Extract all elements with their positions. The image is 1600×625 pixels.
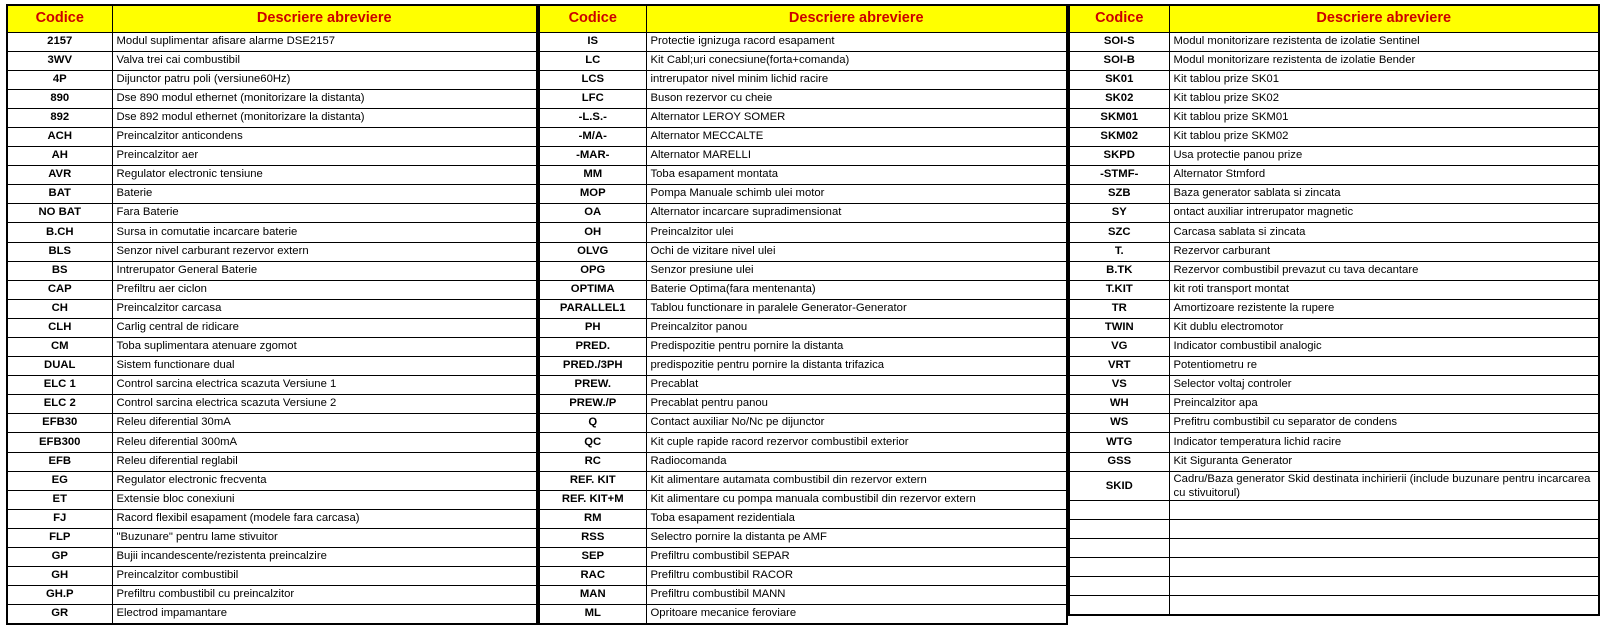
cell-description: Precablat [646, 376, 1067, 395]
cell-description [1169, 596, 1599, 615]
cell-description: Usa protectie panou prize [1169, 147, 1599, 166]
table-row [7, 395, 537, 414]
cell-description: Racord flexibil esapament (modele fara carcasa) [112, 509, 537, 528]
cell-code: OPTIMA [539, 280, 646, 299]
cell-description: Carlig central de ridicare [112, 318, 537, 337]
cell-code: EFB30 [7, 414, 112, 433]
cell-description: Bujii incandescente/rezistenta preincalzire [112, 548, 537, 567]
table-row [539, 261, 1067, 280]
table-row [7, 166, 537, 185]
cell-description: Baterie [112, 185, 537, 204]
table-row [539, 89, 1067, 108]
cell-description: Senzor nivel carburant rezervor extern [112, 242, 537, 261]
cell-code: GH [7, 567, 112, 586]
table-row [7, 452, 537, 471]
table-row [1069, 280, 1599, 299]
cell-code: T.KIT [1069, 280, 1169, 299]
cell-code [1069, 539, 1169, 558]
cell-code: OPG [539, 261, 646, 280]
table-row [539, 509, 1067, 528]
cell-description: Contact auxiliar No/Nc pe dijunctor [646, 414, 1067, 433]
cell-description: Modul suplimentar afisare alarme DSE2157 [112, 32, 537, 51]
table-row [7, 509, 537, 528]
cell-description: Kit cuple rapide racord rezervor combustibil exterior [646, 433, 1067, 452]
table-row [1069, 185, 1599, 204]
cell-code: RSS [539, 528, 646, 547]
cell-code: RC [539, 452, 646, 471]
table-row [7, 223, 537, 242]
table-row [7, 433, 537, 452]
cell-code: VRT [1069, 357, 1169, 376]
table-row [539, 223, 1067, 242]
cell-description: "Buzunare" pentru lame stivuitor [112, 528, 537, 547]
cell-code: NO BAT [7, 204, 112, 223]
cell-description: Modul monitorizare rezistenta de izolatie Sentinel [1169, 32, 1599, 51]
table-row [1069, 147, 1599, 166]
table-row [7, 204, 537, 223]
cell-description [1169, 500, 1599, 519]
cell-description: Releu diferential 300mA [112, 433, 537, 452]
cell-description: Modul monitorizare rezistenta de izolatie Bender [1169, 51, 1599, 70]
table-row [539, 605, 1067, 624]
table-row [1069, 204, 1599, 223]
cell-code: PARALLEL1 [539, 299, 646, 318]
column-header-description: Descriere abreviere [646, 5, 1067, 32]
cell-code: EFB300 [7, 433, 112, 452]
cell-code: 892 [7, 108, 112, 127]
table-row [7, 32, 537, 51]
cell-description: Pompa Manuale schimb ulei motor [646, 185, 1067, 204]
cell-description: Prefiltru aer ciclon [112, 280, 537, 299]
cell-description: Indicator combustibil analogic [1169, 338, 1599, 357]
table-row [539, 395, 1067, 414]
cell-code: BS [7, 261, 112, 280]
cell-code: RAC [539, 567, 646, 586]
cell-description: Alternator Stmford [1169, 166, 1599, 185]
table-row [1069, 357, 1599, 376]
tables-container [6, 4, 1594, 620]
cell-code: Q [539, 414, 646, 433]
cell-description: Preincalzitor combustibil [112, 567, 537, 586]
cell-description: Kit tablou prize SKM02 [1169, 127, 1599, 146]
cell-description: Indicator temperatura lichid racire [1169, 433, 1599, 452]
cell-code: B.TK [1069, 261, 1169, 280]
cell-description: Electrod impamantare [112, 605, 537, 624]
table-row [539, 452, 1067, 471]
table-row [7, 605, 537, 624]
cell-description: Sursa in comutatie incarcare baterie [112, 223, 537, 242]
table-row [539, 433, 1067, 452]
table-row [539, 299, 1067, 318]
cell-code: TWIN [1069, 318, 1169, 337]
cell-code: CLH [7, 318, 112, 337]
cell-code: REF. KIT+M [539, 490, 646, 509]
table-row [539, 185, 1067, 204]
column-header-code: Codice [539, 5, 646, 32]
cell-code: AH [7, 147, 112, 166]
abbreviation-table-2 [538, 4, 1068, 625]
table-row [1069, 318, 1599, 337]
cell-description: Preincalzitor panou [646, 318, 1067, 337]
cell-code: MM [539, 166, 646, 185]
cell-description: Kit tablou prize SKM01 [1169, 108, 1599, 127]
cell-description: Buson rezervor cu cheie [646, 89, 1067, 108]
table-row [539, 147, 1067, 166]
table-row [539, 567, 1067, 586]
cell-code: GSS [1069, 452, 1169, 471]
cell-description [1169, 519, 1599, 538]
cell-code: PREW. [539, 376, 646, 395]
table-row [7, 185, 537, 204]
cell-description: Kit dublu electromotor [1169, 318, 1599, 337]
cell-description: Toba esapament rezidentiala [646, 509, 1067, 528]
table-row [7, 548, 537, 567]
cell-description: Selector voltaj controler [1169, 376, 1599, 395]
cell-code: MOP [539, 185, 646, 204]
table-row [539, 280, 1067, 299]
table-row [1069, 471, 1599, 500]
table-row [7, 528, 537, 547]
table-row [7, 89, 537, 108]
table-row [539, 414, 1067, 433]
table-row [1069, 433, 1599, 452]
cell-code: LFC [539, 89, 646, 108]
cell-code: -MAR- [539, 147, 646, 166]
cell-code: MAN [539, 586, 646, 605]
table-row [1069, 452, 1599, 471]
cell-code: B.CH [7, 223, 112, 242]
table-row [1069, 261, 1599, 280]
cell-description: kit roti transport montat [1169, 280, 1599, 299]
cell-code: LC [539, 51, 646, 70]
table-row [539, 204, 1067, 223]
cell-code: PRED./3PH [539, 357, 646, 376]
cell-description: Opritoare mecanice feroviare [646, 605, 1067, 624]
table-body-1 [7, 32, 537, 624]
table-row [539, 490, 1067, 509]
cell-description: Kit tablou prize SK01 [1169, 70, 1599, 89]
abbreviation-table-3 [1068, 4, 1600, 616]
cell-description [1169, 558, 1599, 577]
cell-code: ML [539, 605, 646, 624]
cell-code: ET [7, 490, 112, 509]
table-row [539, 357, 1067, 376]
cell-code: OA [539, 204, 646, 223]
cell-description: Carcasa sablata si zincata [1169, 223, 1599, 242]
table-row [1069, 577, 1599, 596]
cell-description: Extensie bloc conexiuni [112, 490, 537, 509]
cell-description: Ochi de vizitare nivel ulei [646, 242, 1067, 261]
cell-description: Alternator MECCALTE [646, 127, 1067, 146]
cell-code [1069, 558, 1169, 577]
table-row [7, 490, 537, 509]
table-row [7, 376, 537, 395]
cell-description: Control sarcina electrica scazuta Versiune 1 [112, 376, 537, 395]
cell-description: Rezervor carburant [1169, 242, 1599, 261]
table-row [539, 528, 1067, 547]
cell-code: SK02 [1069, 89, 1169, 108]
table-row [539, 51, 1067, 70]
cell-description: Tablou functionare in paralele Generator-Generator [646, 299, 1067, 318]
table-row [539, 471, 1067, 490]
cell-code: SKM02 [1069, 127, 1169, 146]
cell-code: VG [1069, 338, 1169, 357]
cell-code: 3WV [7, 51, 112, 70]
cell-code: -M/A- [539, 127, 646, 146]
column-header-description: Descriere abreviere [1169, 5, 1599, 32]
cell-code [1069, 500, 1169, 519]
cell-code: 4P [7, 70, 112, 89]
table-row [539, 242, 1067, 261]
cell-code: BAT [7, 185, 112, 204]
cell-description: Prefiltru combustibil MANN [646, 586, 1067, 605]
cell-description: Preincalzitor carcasa [112, 299, 537, 318]
cell-description: Prefiltru combustibil RACOR [646, 567, 1067, 586]
cell-description: Prefiltru combustibil SEPAR [646, 548, 1067, 567]
cell-description: Regulator electronic frecventa [112, 471, 537, 490]
cell-description: Alternator MARELLI [646, 147, 1067, 166]
cell-description: Control sarcina electrica scazuta Versiune 2 [112, 395, 537, 414]
table-row [7, 127, 537, 146]
cell-code: CH [7, 299, 112, 318]
cell-code: 2157 [7, 32, 112, 51]
column-header-code: Codice [7, 5, 112, 32]
cell-code: BLS [7, 242, 112, 261]
cell-code: -STMF- [1069, 166, 1169, 185]
cell-code: QC [539, 433, 646, 452]
cell-code: FJ [7, 509, 112, 528]
cell-code: SOI-S [1069, 32, 1169, 51]
table-body-3 [1069, 32, 1599, 615]
cell-code: RM [539, 509, 646, 528]
abbreviation-table-1 [6, 4, 538, 625]
cell-description: Predispozitie pentru pornire la distanta [646, 338, 1067, 357]
cell-code: CAP [7, 280, 112, 299]
table-row [1069, 127, 1599, 146]
cell-code: SY [1069, 204, 1169, 223]
table-row [7, 567, 537, 586]
cell-description: Radiocomanda [646, 452, 1067, 471]
cell-code: ELC 2 [7, 395, 112, 414]
cell-description: Valva trei cai combustibil [112, 51, 537, 70]
table-row [539, 127, 1067, 146]
table-row [539, 318, 1067, 337]
table-row [1069, 70, 1599, 89]
table-header-row [539, 5, 1067, 32]
table-row [1069, 166, 1599, 185]
cell-code: CM [7, 338, 112, 357]
table-row [7, 70, 537, 89]
cell-description: Preincalzitor apa [1169, 395, 1599, 414]
cell-description: Toba esapament montata [646, 166, 1067, 185]
cell-description: Preincalzitor anticondens [112, 127, 537, 146]
cell-description: intrerupator nivel minim lichid racire [646, 70, 1067, 89]
cell-code: GH.P [7, 586, 112, 605]
cell-description: Protectie ignizuga racord esapament [646, 32, 1067, 51]
table-row [1069, 376, 1599, 395]
cell-description: Amortizoare rezistente la rupere [1169, 299, 1599, 318]
cell-code: EG [7, 471, 112, 490]
table-row [7, 51, 537, 70]
cell-code: EFB [7, 452, 112, 471]
cell-description: Prefitru combustibil cu separator de condens [1169, 414, 1599, 433]
cell-code: OLVG [539, 242, 646, 261]
table-row [1069, 519, 1599, 538]
cell-code: ELC 1 [7, 376, 112, 395]
cell-code: SZB [1069, 185, 1169, 204]
table-row [539, 32, 1067, 51]
table-row [1069, 89, 1599, 108]
cell-description: Toba suplimentara atenuare zgomot [112, 338, 537, 357]
table-row [1069, 338, 1599, 357]
table-header-row [7, 5, 537, 32]
table-row [1069, 414, 1599, 433]
column-header-description: Descriere abreviere [112, 5, 537, 32]
cell-code: WH [1069, 395, 1169, 414]
cell-code: 890 [7, 89, 112, 108]
cell-description: predispozitie pentru pornire la distanta trifazica [646, 357, 1067, 376]
table-row [7, 242, 537, 261]
table-row [1069, 242, 1599, 261]
cell-code: SOI-B [1069, 51, 1169, 70]
cell-description: Alternator LEROY SOMER [646, 108, 1067, 127]
table-header-row [1069, 5, 1599, 32]
cell-code: SKPD [1069, 147, 1169, 166]
table-row [1069, 32, 1599, 51]
cell-code: FLP [7, 528, 112, 547]
table-row [539, 338, 1067, 357]
cell-code: -L.S.- [539, 108, 646, 127]
cell-code: OH [539, 223, 646, 242]
table-row [7, 318, 537, 337]
table-row [1069, 223, 1599, 242]
cell-description: Alternator incarcare supradimensionat [646, 204, 1067, 223]
cell-code [1069, 519, 1169, 538]
table-row [1069, 299, 1599, 318]
table-row [7, 414, 537, 433]
table-row [539, 376, 1067, 395]
cell-code: SZC [1069, 223, 1169, 242]
column-header-code: Codice [1069, 5, 1169, 32]
table-row [7, 471, 537, 490]
cell-description: Kit tablou prize SK02 [1169, 89, 1599, 108]
cell-code: SKM01 [1069, 108, 1169, 127]
cell-code: TR [1069, 299, 1169, 318]
table-row [7, 280, 537, 299]
table-row [1069, 596, 1599, 615]
table-row [1069, 395, 1599, 414]
cell-code: AVR [7, 166, 112, 185]
cell-code: PH [539, 318, 646, 337]
cell-description: Kit Siguranta Generator [1169, 452, 1599, 471]
cell-description: Dijunctor patru poli (versiune60Hz) [112, 70, 537, 89]
table-row [1069, 500, 1599, 519]
cell-description: Dse 890 modul ethernet (monitorizare la distanta) [112, 89, 537, 108]
cell-code: GR [7, 605, 112, 624]
cell-code: DUAL [7, 357, 112, 376]
cell-description [1169, 539, 1599, 558]
cell-code: WS [1069, 414, 1169, 433]
cell-description: Preincalzitor aer [112, 147, 537, 166]
table-row [7, 147, 537, 166]
table-row [7, 338, 537, 357]
cell-description: Potentiometru re [1169, 357, 1599, 376]
table-row [7, 357, 537, 376]
cell-description: Releu diferential reglabil [112, 452, 537, 471]
cell-code: LCS [539, 70, 646, 89]
cell-code: SKID [1069, 471, 1169, 500]
table-body-2 [539, 32, 1067, 624]
table-row [7, 586, 537, 605]
table-row [539, 108, 1067, 127]
cell-description: Cadru/Baza generator Skid destinata inchirierii (include buzunare pentru incarcarea cu stivuitorul) [1169, 471, 1599, 500]
table-row [539, 586, 1067, 605]
cell-description: Regulator electronic tensiune [112, 166, 537, 185]
cell-code: ACH [7, 127, 112, 146]
cell-description: Senzor presiune ulei [646, 261, 1067, 280]
cell-code [1069, 577, 1169, 596]
cell-code: VS [1069, 376, 1169, 395]
table-row [7, 108, 537, 127]
table-row [1069, 51, 1599, 70]
cell-description: Precablat pentru panou [646, 395, 1067, 414]
cell-description [1169, 577, 1599, 596]
table-row [539, 166, 1067, 185]
cell-code: PRED. [539, 338, 646, 357]
cell-description: Releu diferential 30mA [112, 414, 537, 433]
cell-description: ontact auxiliar intrerupator magnetic [1169, 204, 1599, 223]
table-row [1069, 539, 1599, 558]
cell-code: SEP [539, 548, 646, 567]
cell-code: T. [1069, 242, 1169, 261]
cell-code: REF. KIT [539, 471, 646, 490]
cell-description: Prefiltru combustibil cu preincalzitor [112, 586, 537, 605]
table-row [1069, 558, 1599, 577]
cell-code: IS [539, 32, 646, 51]
table-row [7, 261, 537, 280]
cell-description: Intrerupator General Baterie [112, 261, 537, 280]
cell-description: Rezervor combustibil prevazut cu tava decantare [1169, 261, 1599, 280]
cell-description: Selectro pornire la distanta pe AMF [646, 528, 1067, 547]
cell-code: WTG [1069, 433, 1169, 452]
table-row [7, 299, 537, 318]
cell-description: Dse 892 modul ethernet (monitorizare la distanta) [112, 108, 537, 127]
cell-description: Kit Cabl;uri conecsiune(forta+comanda) [646, 51, 1067, 70]
table-row [539, 70, 1067, 89]
cell-description: Kit alimentare autamata combustibil din rezervor extern [646, 471, 1067, 490]
cell-description: Preincalzitor ulei [646, 223, 1067, 242]
cell-code [1069, 596, 1169, 615]
cell-description: Baterie Optima(fara mentenanta) [646, 280, 1067, 299]
table-row [539, 548, 1067, 567]
cell-description: Kit alimentare cu pompa manuala combustibil din rezervor extern [646, 490, 1067, 509]
table-row [1069, 108, 1599, 127]
cell-code: PREW./P [539, 395, 646, 414]
cell-description: Fara Baterie [112, 204, 537, 223]
cell-code: SK01 [1069, 70, 1169, 89]
cell-description: Baza generator sablata si zincata [1169, 185, 1599, 204]
cell-description: Sistem functionare dual [112, 357, 537, 376]
cell-code: GP [7, 548, 112, 567]
